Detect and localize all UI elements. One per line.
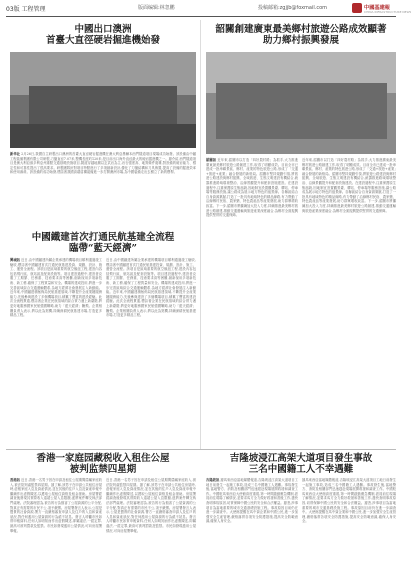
- article-body-continued: 近日,香港一名男子因在申請及租住公屋期間隱瞞家庭收入,被法院判處監禁四星期。據了解,該男子在申請公共租住房屋時,虛報家庭入息及資產情況,並在其後的住戶入息及資產申報中繼續作出虛假陳述,以獲取公屋租住資格及租金援助。房屋署經調查後發現其實際收入遠超公屋入息限額,遂將案件轉交執法部門處理。法院審理認為,被告的行為損害了公屋資源的公平分配,對真正有需要的市民不公,須予嚴懲。房屋署發言人表示,公屋是寶貴的社會資源,署方一直嚴格審查申請人及住戶的入息和資產狀況,對任何濫用公屋資源的行為絕不姑息。發言人呼籲市民如實申報資料,任何人如明知而作出虛假陳述,即屬違法,一經定罪,最高可被判罰款及監禁。市民如發現濫用公屋情況,可向房屋署舉報。: [106, 478, 196, 533]
- article-photo: [10, 52, 196, 148]
- article-headline: 中國鐵建首次打通民航基建全流程 臨帶“藍天經濟”: [31, 232, 175, 254]
- article-headline: 吉隆坡浸江高架大道項目發生事故 三名中國籍工人不幸遇難: [229, 453, 373, 475]
- article-headline: 香港一家庭园藏税收入租住公屋 被判监禁四星期: [36, 453, 170, 475]
- column-divider: [200, 20, 201, 450]
- article-headline: 韶關創建廣東最美鄉村旅遊公路成效顯著 助力鄉村振興發展: [215, 24, 387, 46]
- article-body: 韶關訊 近年來,韶關市以打造「四好農村路」為抓手,大力推進廣東最美鄉村旅遊公路創建工作,取得了明顯成效。目前全市已建成一批串聯景區、鄉村、產業的特色旅遊公路,形成了「交通+旅遊+產業」融合發展的新格局。韶關市堅持規劃引領,將旅遊公路建設與鄉村振興、全域旅遊、生態文明建設有機結合,統籌推進路域環境整治、沿線景觀提升和配套設施建設。在建設過程中,注重保護原生態風貌,因地制宜設置觀景臺、驛站、停車場等服務設施,讓公路成為展示地方特色的風景線。各縣區結合自身資源稟賦,打造了一批具有地域特色的精品線路,有力帶動了沿線鄉村民宿、農家樂、特色農產品等產業發展,助力群眾增收致富。下一步,韶關市將繼續加大投入力度,持續推進最美鄉村旅遊公路創建,推動交通運輸與旅遊產業深度融合,為鄉村全面振興提供堅實的交通保障。: [206, 158, 298, 218]
- article-photo: [206, 52, 396, 154]
- logo-text: 中國基建報: [364, 5, 390, 11]
- newspaper-logo: [352, 2, 411, 16]
- article-body-continued: 近年來,韶關市以打造「四好農村路」為抓手,大力推進廣東最美鄉村旅遊公路創建工作,取得了明顯成效。目前全市已建成一批串聯景區、鄉村、產業的特色旅遊公路,形成了「交通+旅遊+產業」融合發展的新格局。韶關市堅持規劃引領,將旅遊公路建設與鄉村振興、全域旅遊、生態文明建設有機結合,統籌推進路域環境整治、沿線景觀提升和配套設施建設。在建設過程中,注重保護原生態風貌,因地制宜設置觀景臺、驛站、停車場等服務設施,讓公路成為展示地方特色的風景線。各縣區結合自身資源稟賦,打造了一批具有地域特色的精品線路,有力帶動了沿線鄉村民宿、農家樂、特色農產品等產業發展,助力群眾增收致富。下一步,韶關市將繼續加大投入力度,持續推進最美鄉村旅遊公路創建,推動交通運輸與旅遊產業深度融合,為鄉村全面振興提供堅實的交通保障。: [302, 158, 396, 213]
- logo-mark-icon: [352, 3, 362, 13]
- contact-email: 投稿邮箱:zgjjb@foxmail.com: [258, 5, 328, 11]
- article-body-continued: 據馬來西亞當地媒體報道,吉隆坡浸江高架大道項目工地日前發生一起施工事故,造成三名中國籍工人遇難。事故發生後,當地警方、消防及相關部門迅速趕赴現場展開救援和調查工作。中國駐馬來西亞大使館高度重視,第一時間啟動應急機制,派員前往現場了解情況,並要求馬方全力做好救援和善後工作,盡快查明事故原因,切實保障中國公民的安全和合法權益。據悉,涉事項目為當地重要的城市交通基礎設施工程。事故原因目前仍在進一步調查中。大使館提醒在馬中資企業和中國公民,進一步加強安全生產管理,嚴格落實各項安全防護措施,提高安全防範意識,確保人身安全。: [302, 478, 396, 524]
- page-header: [0, 0, 411, 20]
- section-divider: [6, 449, 396, 450]
- article-body: 新华社 2月26日,我國自主研製出口澳洲的首臺大直徑硬岩掘進機在澳大利亞墨爾本西門隧道項目現場成功始發。該設備由中鐵工程裝備集團有限公司研製,刀盤直徑7.07米,整機長度約120米,是目前出口海外直徑最大的硬岩掘進機之一。據介紹,西門隧道項目是澳大利亞維多利亞州重點交通基礎設施項目,隧道穿越地層以玄武岩為主,岩石強度高、地質條件複雜,對設備的破岩能力、穩定性和可靠性提出了很高要求。研製團隊針對項目特點進行了多項創新設計,優化了刀盤結構和刀具佈置,提高了設備的掘進效率和使用壽命。該設備的成功始發,標誌著我國高端盾構裝備進一步打開澳洲市場,為中國裝備走出去樹立了新的標桿。: [10, 152, 196, 175]
- logo-subtext: CHINA INFRASTRUCTURE NEWS: [364, 10, 411, 14]
- article-body: 興城訊 近日,由中國鐵建所屬企業承建的機場項目順利通過竣工驗收,標誌著中國鐵建首次打通民航基建投資、規劃、設計、施工、運營全流程。該項目是區域重要的航空樞紐工程,建設內容包括飛行區、航站區及配套設施等。項目建設過程中,建設者克服了工期緊、任務重、技術要求高等困難,創新採用多項新技術、新工藝,確保了工程質量和安全。機場的建成投用,將進一步完善區域綜合交通運輸體系,為地方經濟社會發展注入新動能。近年來,中國鐵建積極佈局民航基建領域,不斷提升全產業鏈服務能力,先後參與建設了多個機場項目,積累了豐富的建設經驗。此次全流程貫通,標誌著企業在民航領域的綜合實力邁上新臺階,將更好地服務國家民航強國戰略,助力「藍天經濟」騰飛。企業相關負責人表示,將以此為契機,持續深耕民航基建市場,打造更多精品工程。: [10, 258, 102, 318]
- article-body-continued: 近日,由中國鐵建所屬企業承建的機場項目順利通過竣工驗收,標誌著中國鐵建首次打通民航基建投資、規劃、設計、施工、運營全流程。該項目是區域重要的航空樞紐工程,建設內容包括飛行區、航站區及配套設施等。項目建設過程中,建設者克服了工期緊、任務重、技術要求高等困難,創新採用多項新技術、新工藝,確保了工程質量和安全。機場的建成投用,將進一步完善區域綜合交通運輸體系,為地方經濟社會發展注入新動能。近年來,中國鐵建積極佈局民航基建領域,不斷提升全產業鏈服務能力,先後參與建設了多個機場項目,積累了豐富的建設經驗。此次全流程貫通,標誌著企業在民航領域的綜合實力邁上新臺階,將更好地服務國家民航強國戰略,助力「藍天經濟」騰飛。企業相關負責人表示,將以此為契機,持續深耕民航基建市場,打造更多精品工程。: [106, 258, 196, 318]
- page-label: 03版 工程管理: [6, 6, 46, 13]
- article-body: 吉隆坡訊 據馬來西亞當地媒體報道,吉隆坡浸江高架大道項目工地日前發生一起施工事故,造成三名中國籍工人遇難。事故發生後,當地警方、消防及相關部門迅速趕赴現場展開救援和調查工作。中國駐馬來西亞大使館高度重視,第一時間啟動應急機制,派員前往現場了解情況,並要求馬方全力做好救援和善後工作,盡快查明事故原因,切實保障中國公民的安全和合法權益。據悉,涉事項目為當地重要的城市交通基礎設施工程。事故原因目前仍在進一步調查中。大使館提醒在馬中資企業和中國公民,進一步加強安全生產管理,嚴格落實各項安全防護措施,提高安全防範意識,確保人身安全。: [206, 478, 298, 524]
- article-body: 香港訊 近日,香港一名男子因在申請及租住公屋期間隱瞞家庭收入,被法院判處監禁四星期。據了解,該男子在申請公共租住房屋時,虛報家庭入息及資產情況,並在其後的住戶入息及資產申報中繼續作出虛假陳述,以獲取公屋租住資格及租金援助。房屋署經調查後發現其實際收入遠超公屋入息限額,遂將案件轉交執法部門處理。法院審理認為,被告的行為損害了公屋資源的公平分配,對真正有需要的市民不公,須予嚴懲。房屋署發言人表示,公屋是寶貴的社會資源,署方一直嚴格審查申請人及住戶的入息和資產狀況,對任何濫用公屋資源的行為絕不姑息。發言人呼籲市民如實申報資料,任何人如明知而作出虛假陳述,即屬違法,一經定罪,最高可被判罰款及監禁。市民如發現濫用公屋情況,可向房屋署舉報。: [10, 478, 102, 533]
- editor-credit: 版面编辑:林忽鹏: [138, 5, 175, 11]
- header-rule: [6, 16, 396, 17]
- article-headline: 中國出口澳洲 首臺大直徑硬岩掘進機始發: [45, 24, 160, 46]
